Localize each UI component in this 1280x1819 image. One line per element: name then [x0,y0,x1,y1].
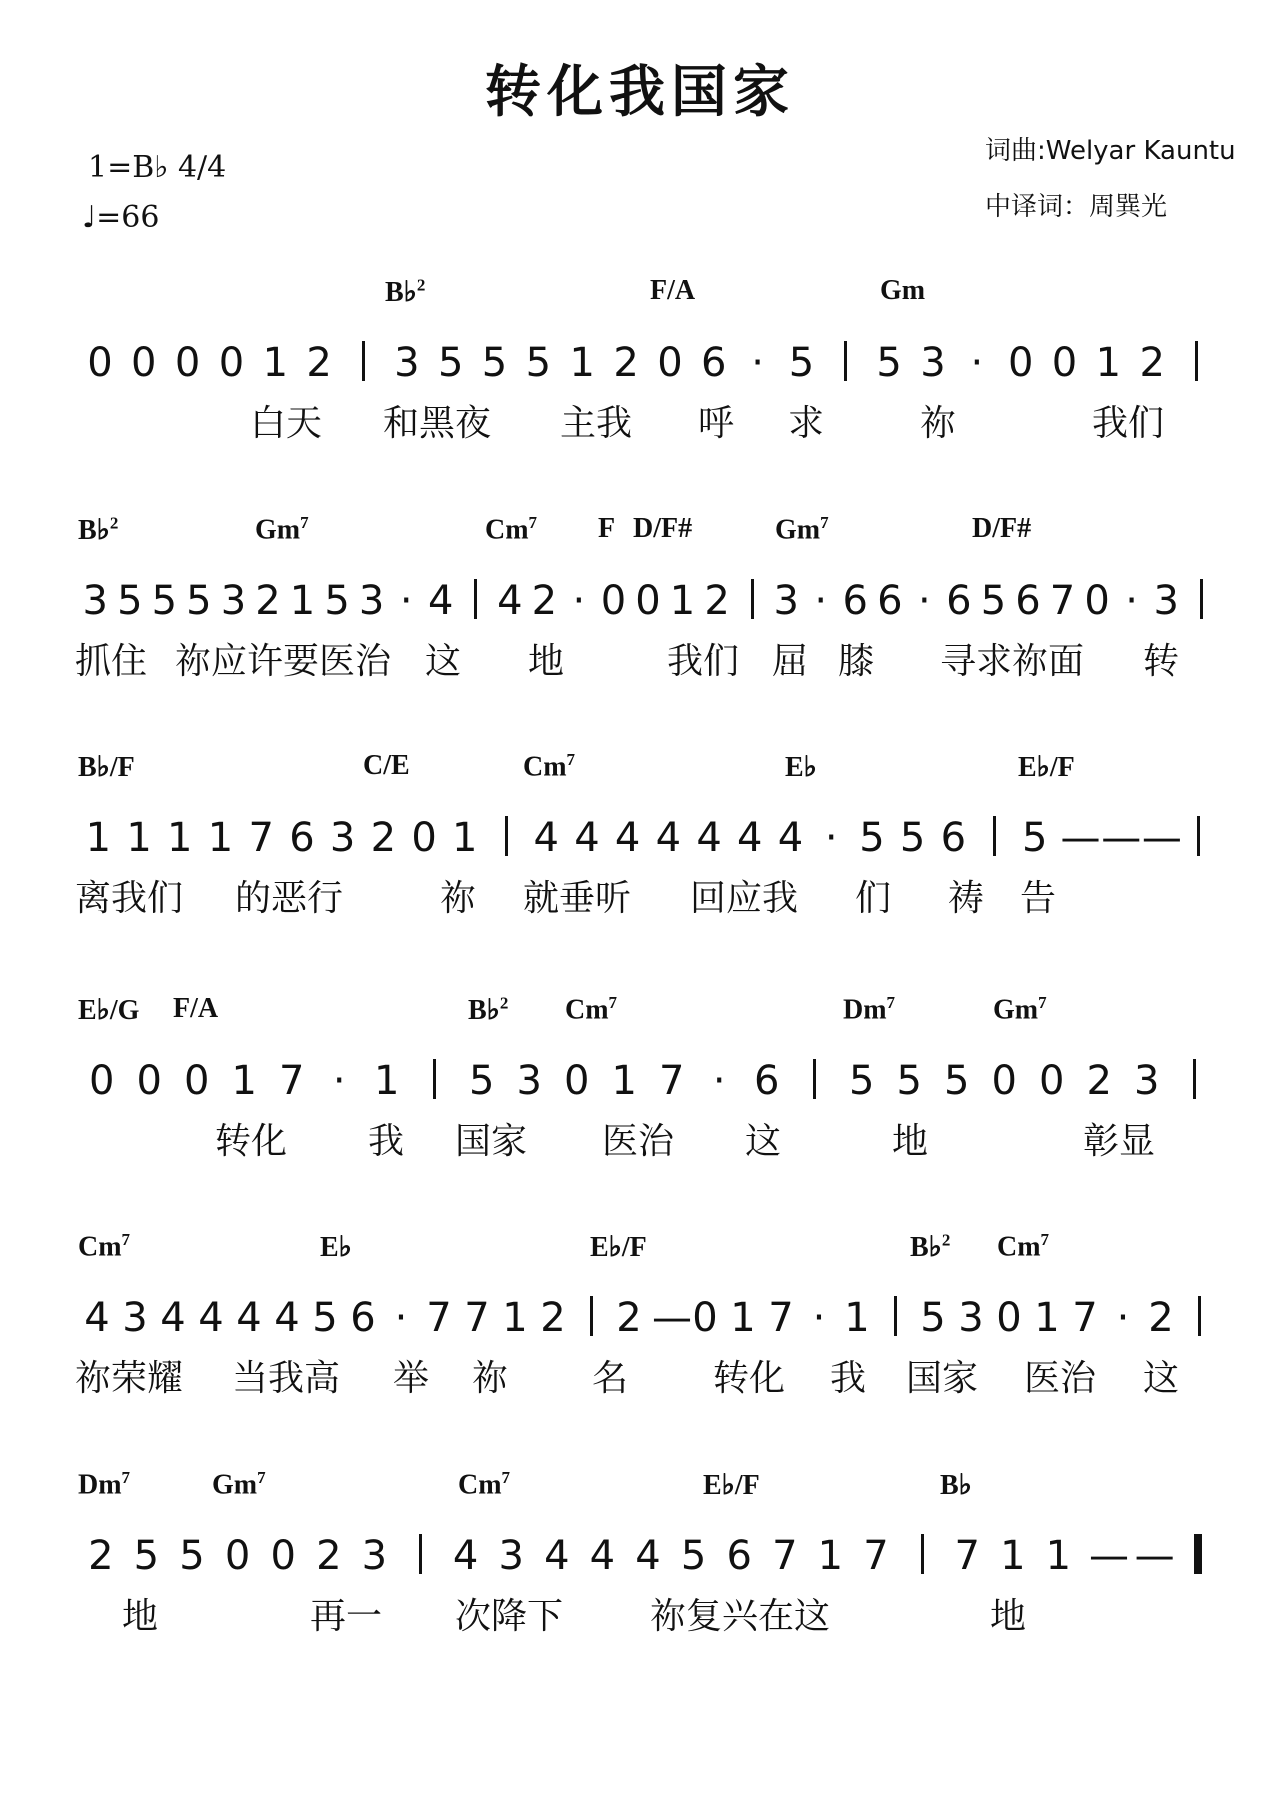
note-digit: 0 [136,1058,162,1104]
lyric-line [0,870,1280,920]
note-digit: 4 [274,1295,300,1341]
note-digit: 4 [777,815,804,861]
lyric-word: 祢复兴在这 [650,1596,831,1637]
lyric-word: 这 [745,1121,782,1162]
note-digit: 5 [525,340,552,386]
note-digit: 3 [361,1533,388,1579]
dash-note: — [1060,815,1101,861]
note-digit: 2 [306,340,332,386]
note-digit: 4 [198,1295,224,1341]
note-digit: 0 [218,340,245,386]
note-digit: 5 [133,1533,160,1579]
note-digit: 4 [236,1295,262,1341]
note-digit: 1 [569,340,595,386]
dot-note: · [399,578,413,624]
lyric-word: 祷 [948,878,985,919]
note-digit: 7 [954,1533,980,1579]
note-digit: 0 [1007,340,1034,386]
lyric-word: 离我们 [75,878,184,919]
note-digit: 1 [374,1058,400,1104]
note-digit: 5 [469,1058,495,1104]
note-digit: 6 [754,1058,780,1104]
dot-note: · [394,1295,408,1341]
bar-line [813,1059,816,1099]
lyric-word: 祢应许要医治 [175,641,392,682]
dot-note: · [918,578,931,624]
bar-line [590,1296,593,1336]
note-digit: 1 [126,815,152,861]
note-digit: 1 [1045,1533,1072,1579]
lyric-word: 祢 [472,1358,509,1399]
note-digit: 1 [844,1295,870,1341]
chord-symbol: B♭$^2$ [78,513,119,546]
note-digit: 2 [704,578,730,624]
note-digit: 0 [131,340,157,386]
lyric-word: 彰显 [1083,1121,1156,1162]
note-digit: 1 [817,1533,844,1579]
note-digit: 0 [87,340,113,386]
note-digit: 1 [167,815,193,861]
bar-line [1198,1296,1201,1336]
lyric-word: 举 [393,1358,430,1399]
note-digit: 7 [248,815,274,861]
lyric-word: 我 [368,1121,405,1162]
chord-symbol: Cm$^7$ [485,513,538,546]
score-system [0,1468,1280,1678]
note-digit: 5 [859,815,885,861]
note-digit: 0 [1084,578,1110,624]
note-digit: 4 [614,815,641,861]
chord-symbol: Cm$^7$ [458,1468,511,1501]
note-digit: 1 [502,1295,528,1341]
note-digit: 1 [1034,1295,1060,1341]
note-digit: 5 [849,1058,875,1104]
score-system [0,993,1280,1203]
notation-line [0,798,1280,868]
chord-symbol: Gm$^7$ [993,993,1047,1026]
note-digit: 5 [920,1295,946,1341]
note-digit: 4 [737,815,763,861]
notation-line [0,561,1280,631]
note-digit: 4 [696,815,722,861]
dot-note: · [1116,1295,1130,1341]
lyric-word: 国家 [906,1358,979,1399]
note-digit: 4 [533,815,559,861]
note-digit: 4 [497,578,523,624]
note-digit: 5 [980,578,1007,624]
notation-line [0,1278,1280,1348]
dash-note: — [1141,815,1182,861]
note-digit: 5 [788,340,815,386]
chord-symbol: E♭/F [703,1470,760,1501]
lyric-word: 转 [1143,641,1180,682]
lyric-word: 主我 [560,403,633,444]
lyric-word: 祢 [440,878,477,919]
lyric-word: 医治 [1024,1358,1097,1399]
notation-line [0,1041,1280,1111]
note-digit: 2 [255,578,281,624]
chord-symbol: E♭ [320,1232,352,1263]
note-digit: 1 [452,815,478,861]
bar-line [505,816,508,856]
note-digit: 1 [85,815,112,861]
note-digit: 3 [773,578,799,624]
lyric-word: 抓住 [75,641,148,682]
note-digit: 2 [1086,1058,1112,1104]
lyric-word: 地 [990,1596,1027,1637]
bar-line [1195,341,1198,381]
note-digit: 0 [224,1533,251,1579]
note-digit: 3 [1134,1058,1160,1104]
bar-line [921,1534,924,1574]
lyric-word: 们 [855,878,892,919]
note-digit: 5 [944,1058,970,1104]
lyric-word: 我们 [667,641,740,682]
chord-symbol: B♭ [940,1470,972,1501]
note-digit: 3 [358,578,385,624]
composer-credit: 词曲:Welyar Kauntu [985,136,1236,166]
chord-symbol: D/F# [972,513,1032,544]
note-digit: 0 [692,1295,718,1341]
note-digit: 3 [498,1533,524,1579]
lyric-line [0,1350,1280,1400]
chord-symbol: Dm$^7$ [78,1468,131,1501]
note-digit: 0 [991,1058,1017,1104]
key-signature: 1=B♭ 4/4 [88,150,227,185]
notation-line [0,323,1280,393]
lyric-word: 寻求祢面 [940,641,1085,682]
score-system [0,513,1280,723]
lyric-word: 祢 [920,403,957,444]
bar-line [993,816,996,856]
note-digit: 2 [1139,340,1165,386]
lyric-word: 告 [1020,878,1057,919]
note-digit: 2 [616,1295,642,1341]
note-digit: 3 [920,340,946,386]
bar-line [362,341,365,381]
note-digit: 2 [1148,1295,1174,1341]
lyric-word: 医治 [602,1121,675,1162]
chord-symbol: E♭ [785,752,817,783]
lyric-word: 这 [425,641,462,682]
lyric-word: 我们 [1092,403,1165,444]
lyric-word: 再一 [310,1596,383,1637]
lyric-word: 膝 [838,641,875,682]
note-digit: 7 [464,1295,490,1341]
bar-line [1200,579,1203,619]
score-system [0,1230,1280,1440]
chord-symbol: E♭/G [78,995,140,1026]
note-digit: 6 [1015,578,1041,624]
note-digit: 5 [680,1533,707,1579]
tempo-marking: ♩=66 [82,200,160,235]
bar-line [419,1534,422,1574]
lyric-word: 次降下 [455,1596,564,1637]
bar-line [1193,1059,1196,1099]
translator-credit: 中译词：周巽光 [985,192,1168,222]
lyric-word: 回应我 [690,878,799,919]
lyric-word: 地 [528,641,565,682]
note-digit: 5 [876,340,902,386]
note-digit: 1 [207,815,234,861]
chord-symbol: Gm$^7$ [212,1468,266,1501]
bar-line [1194,1534,1202,1574]
chord-symbol: F/A [650,275,696,306]
chord-symbol: Cm$^7$ [523,750,576,783]
chord-symbol: D/F# [633,513,693,544]
note-digit: 1 [262,340,289,386]
note-digit: 3 [1153,578,1179,624]
note-digit: 4 [655,815,682,861]
lyric-word: 屈 [772,641,809,682]
note-digit: 5 [312,1295,338,1341]
note-digit: 7 [279,1058,305,1104]
bar-line [751,579,754,619]
note-digit: 7 [863,1533,889,1579]
note-digit: 3 [329,815,356,861]
note-digit: 5 [324,578,350,624]
dash-note: — [1134,1533,1175,1579]
note-digit: 1 [730,1295,756,1341]
lyric-word: 地 [122,1596,159,1637]
note-digit: 4 [544,1533,570,1579]
lyric-word: 转化 [215,1121,288,1162]
dash-note: — [1089,1533,1129,1579]
note-digit: 2 [316,1533,342,1579]
lyric-word: 白天 [250,403,323,444]
dash-note: — [652,1295,692,1341]
note-digit: 1 [669,578,696,624]
lyric-line [0,395,1280,445]
chord-symbol: Gm$^7$ [775,513,829,546]
lyric-word: 祢荣耀 [75,1358,184,1399]
lyric-word: 地 [892,1121,929,1162]
note-digit: 5 [1022,815,1048,861]
note-digit: 7 [1072,1295,1098,1341]
note-digit: 2 [88,1533,114,1579]
note-digit: 0 [600,578,627,624]
note-digit: 0 [564,1058,590,1104]
chord-symbol: B♭$^2$ [385,275,426,308]
note-digit: 5 [437,340,464,386]
note-digit: 4 [84,1295,110,1341]
dot-note: · [712,1058,726,1104]
note-digit: 3 [220,578,247,624]
dot-note: · [751,340,764,386]
note-digit: 1 [231,1058,257,1104]
notation-line [0,1516,1280,1586]
chord-symbol: Gm [880,275,926,306]
dot-note: · [1125,578,1138,624]
note-digit: 1 [289,578,316,624]
lyric-word: 和黑夜 [383,403,492,444]
lyric-word: 这 [1143,1358,1180,1399]
note-digit: 5 [117,578,143,624]
note-digit: 7 [1049,578,1076,624]
chord-symbol: Cm$^7$ [997,1230,1050,1263]
chord-symbol: C/E [363,750,410,781]
song-title: 转化我国家 [485,59,795,125]
note-digit: 7 [772,1533,798,1579]
lyric-word: 国家 [455,1121,528,1162]
note-digit: 3 [394,340,420,386]
note-digit: 4 [452,1533,479,1579]
note-digit: 2 [531,578,558,624]
note-digit: 6 [701,340,727,386]
note-digit: 0 [1039,1058,1065,1104]
chord-symbol: B♭$^2$ [468,993,509,1026]
note-digit: 5 [179,1533,205,1579]
dot-note: · [332,1058,346,1104]
note-digit: 0 [657,340,683,386]
lyric-word: 当我高 [232,1358,341,1399]
dot-note: · [824,815,838,861]
note-digit: 0 [996,1295,1022,1341]
chord-symbol: Gm$^7$ [255,513,309,546]
lyric-word: 呼 [698,403,735,444]
note-digit: 6 [726,1533,752,1579]
note-digit: 7 [768,1295,794,1341]
bar-line [894,1296,897,1336]
chord-symbol: E♭/F [1018,752,1075,783]
chord-symbol: Dm$^7$ [843,993,896,1026]
dash-note: — [1101,815,1142,861]
note-digit: 6 [289,815,315,861]
dot-note: · [970,340,984,386]
note-digit: 7 [426,1295,452,1341]
dot-note: · [814,578,828,624]
bar-line [844,341,847,381]
note-digit: 2 [613,340,639,386]
lyric-word: 就垂听 [523,878,632,919]
note-digit: 3 [958,1295,984,1341]
note-digit: 3 [122,1295,148,1341]
note-digit: 4 [589,1533,616,1579]
score-system [0,750,1280,960]
note-digit: 0 [184,1058,210,1104]
note-digit: 6 [940,815,967,861]
bar-line [474,579,477,619]
chord-symbol: F [598,513,616,544]
note-digit: 1 [1095,340,1122,386]
note-digit: 4 [160,1295,186,1341]
note-digit: 2 [540,1295,566,1341]
lyric-word: 我 [830,1358,867,1399]
note-digit: 0 [174,340,201,386]
note-digit: 0 [89,1058,115,1104]
note-digit: 1 [611,1058,637,1104]
chord-symbol: Cm$^7$ [565,993,618,1026]
note-digit: 6 [842,578,868,624]
note-digit: 3 [516,1058,542,1104]
score-system [0,275,1280,485]
lyric-line [0,633,1280,683]
lyric-word: 的恶行 [235,878,344,919]
note-digit: 5 [899,815,926,861]
note-digit: 2 [370,815,397,861]
note-digit: 5 [186,578,212,624]
note-digit: 4 [574,815,600,861]
note-digit: 0 [270,1533,296,1579]
note-digit: 5 [151,578,178,624]
note-digit: 0 [411,815,437,861]
note-digit: 6 [877,578,903,624]
dot-note: · [812,1295,826,1341]
note-digit: 0 [635,578,661,624]
chord-symbol: E♭/F [590,1232,647,1263]
bar-line [433,1059,436,1099]
chord-symbol: B♭$^2$ [910,1230,951,1263]
note-digit: 1 [1000,1533,1026,1579]
note-digit: 6 [350,1295,376,1341]
note-digit: 0 [1051,340,1078,386]
note-digit: 4 [635,1533,661,1579]
note-digit: 4 [427,578,454,624]
chord-symbol: F/A [173,993,219,1024]
note-digit: 5 [896,1058,922,1104]
note-digit: 5 [481,340,508,386]
note-digit: 3 [82,578,108,624]
lyric-line [0,1113,1280,1163]
lyric-word: 转化 [713,1358,786,1399]
lyric-line [0,1588,1280,1638]
lyric-word: 名 [592,1358,629,1399]
chord-symbol: Cm$^7$ [78,1230,131,1263]
bar-line [1197,816,1200,856]
chord-symbol: B♭/F [78,752,135,783]
dot-note: · [572,578,586,624]
note-digit: 6 [946,578,972,624]
lyric-word: 求 [788,403,825,444]
note-digit: 7 [659,1058,685,1104]
